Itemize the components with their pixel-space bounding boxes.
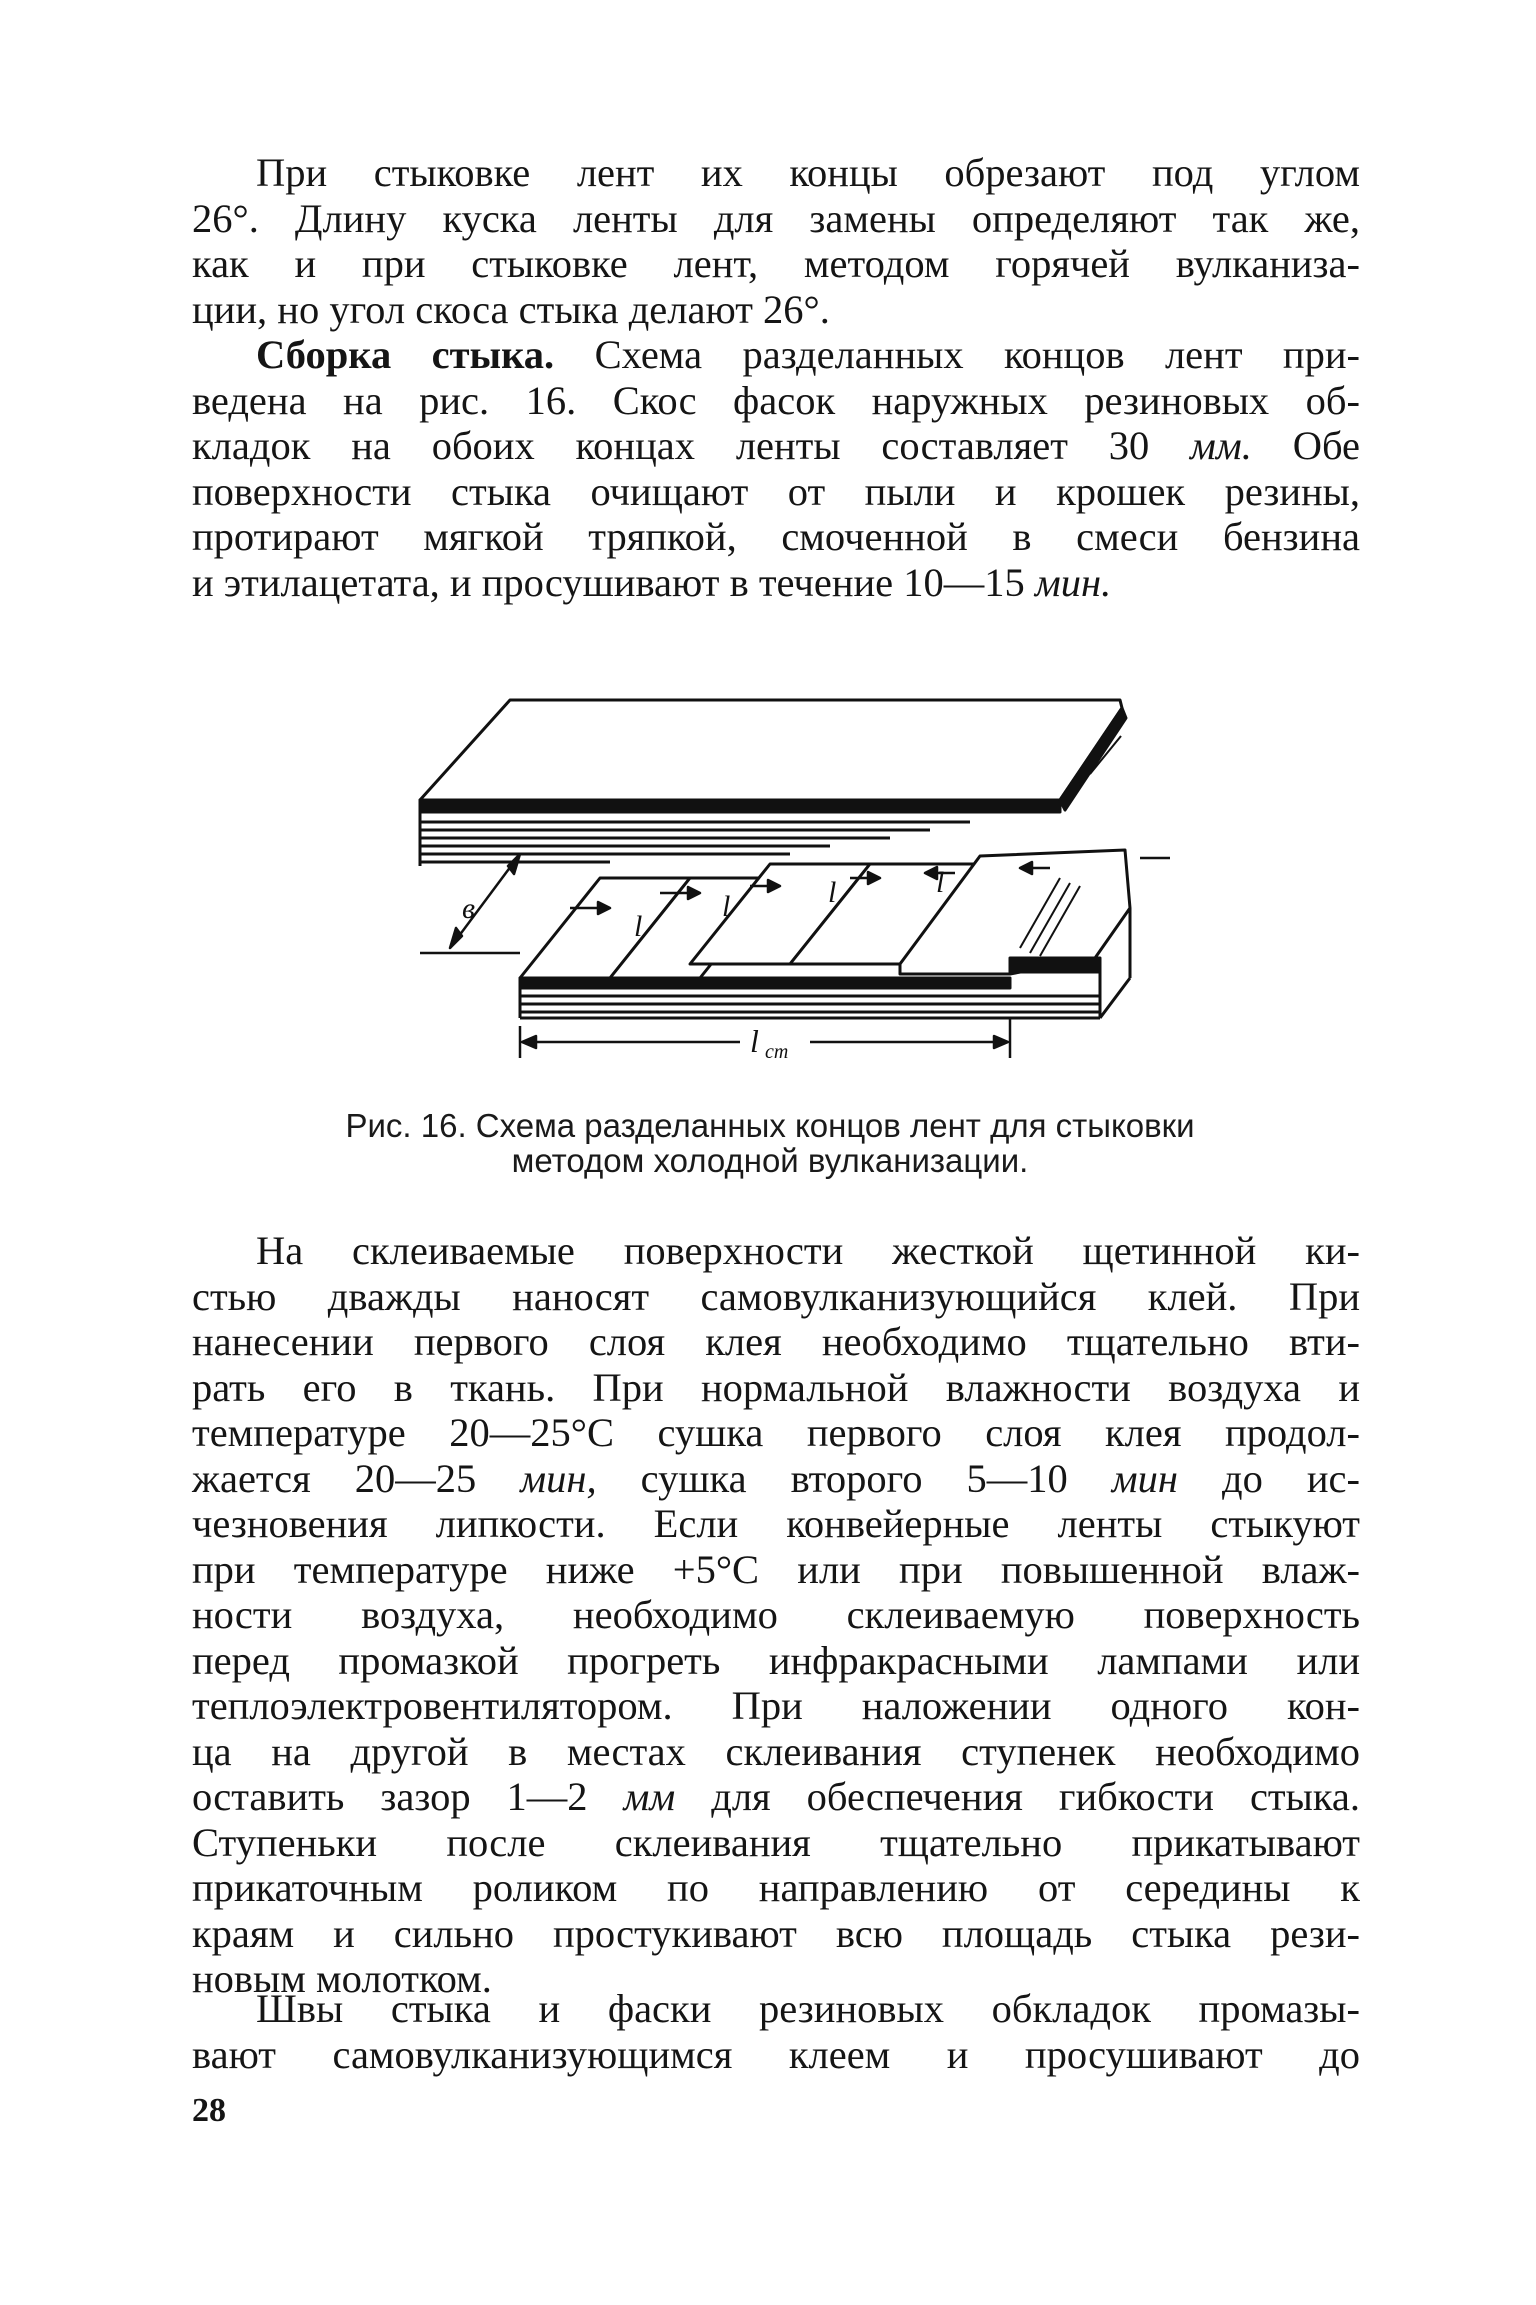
unit-text: мин, [520, 1455, 597, 1501]
text-line: как и при стыковке лент, методом горячей вулканиза- [192, 241, 1360, 286]
text-line: температуре 20—25°С сушка первого слоя клея продол- [192, 1410, 1360, 1455]
unit-text: мм. [1190, 423, 1252, 468]
page-number: 28 [192, 2092, 226, 2129]
text-run: и этилацетата, и просушивают в течение 10—15 [192, 559, 1035, 605]
text-line: рать его в ткань. При нормальной влажности воздуха и [192, 1364, 1360, 1410]
text-run: сушка второго 5—10 [596, 1455, 1112, 1501]
unit-text: мин [1111, 1455, 1178, 1501]
text-line: вают самовулканизующимся клеем и просушивают до [192, 2031, 1360, 2077]
text-line: протирают мягкой тряпкой, смоченной в смеси бензина [192, 514, 1360, 559]
paragraph-3 [192, 1228, 1360, 2002]
text-line: прикаточным роликом по направлению от середины к [192, 1865, 1360, 1910]
splice-length-subscript: ст [765, 1041, 789, 1058]
text-line: Швы стыка и фаски резиновых обкладок промазы- [256, 1986, 1360, 2031]
width-label: в [462, 892, 476, 925]
text-line: при температуре ниже +5°С или при повышенной влаж- [192, 1546, 1360, 1592]
text-run: кладок на обоих концах ленты составляет 30 [192, 423, 1191, 468]
text-line: 26°. Длину куска ленты для замены определяют так же, [192, 195, 1360, 241]
text-run: до ис- [1177, 1455, 1360, 1501]
text-line: ца на другой в местах склеивания ступенек необходимо [192, 1728, 1360, 1774]
text-line: Ступеньки после склеивания тщательно прикатывают [192, 1819, 1360, 1865]
text-run: оставить зазор 1—2 [192, 1774, 624, 1819]
step-label: l [722, 890, 731, 923]
paragraph-2 [192, 332, 1360, 605]
text-line: новым молотком. [192, 1956, 492, 2001]
text-line: стью дважды наносят самовулканизующийся клей. При [192, 1273, 1360, 1319]
text-line: чезновения липкости. Если конвейерные ленты стыкуют [192, 1501, 1360, 1546]
text-line: перед промазкой прогреть инфракрасными лампами или [192, 1637, 1360, 1683]
belt-splice-diagram [410, 678, 1170, 1058]
text-line: теплоэлектровентилятором. При наложении одного кон- [192, 1683, 1360, 1728]
text-line: ности воздуха, необходимо склеиваемую поверхность [192, 1592, 1360, 1637]
text-line [192, 1456, 1360, 1502]
caption-line: методом холодной вулканизации. [511, 1142, 1029, 1179]
paragraph-1 [192, 150, 1360, 332]
text-run: Обе [1251, 423, 1360, 468]
text-line: поверхности стыка очищают от пыли и крошек резины, [192, 468, 1360, 514]
section-heading: Сборка стыка. [256, 332, 555, 377]
text-line: ции, но угол скоса стыка делают 26°. [192, 286, 830, 332]
text-line [192, 332, 1360, 378]
text-line [192, 1774, 1360, 1820]
text-run: для обеспечения гибкости стыка. [675, 1774, 1360, 1819]
splice-length-label: l [750, 1023, 759, 1058]
unit-text: мин. [1034, 559, 1112, 605]
upper-belt-end [420, 700, 1126, 866]
text-line: При стыковке лент их концы обрезают под углом [256, 150, 1360, 195]
paragraph-4 [192, 1986, 1360, 2077]
unit-text: мм [623, 1774, 676, 1819]
step-label: l [828, 876, 837, 909]
text-line: краям и сильно простукивают всю площадь стыка рези- [192, 1910, 1360, 1956]
step-label: l [634, 910, 643, 943]
text-line [192, 423, 1360, 469]
caption-line: Рис. 16. Схема разделанных концов лент для стыковки [345, 1107, 1195, 1144]
text-line: нанесении первого слоя клея необходимо тщательно вти- [192, 1319, 1360, 1364]
text-line: На склеиваемые поверхности жесткой щетинной ки- [256, 1228, 1360, 1273]
text-line: ведена на рис. 16. Скос фасок наружных резиновых об- [192, 377, 1360, 423]
text-line [192, 560, 1360, 606]
text-run: Схема разделанных концов лент при- [554, 332, 1360, 377]
text-run: жается 20—25 [192, 1455, 521, 1501]
lower-belt-end [520, 850, 1130, 1018]
step-label: l [936, 866, 945, 899]
figure-caption [200, 1108, 1340, 1178]
